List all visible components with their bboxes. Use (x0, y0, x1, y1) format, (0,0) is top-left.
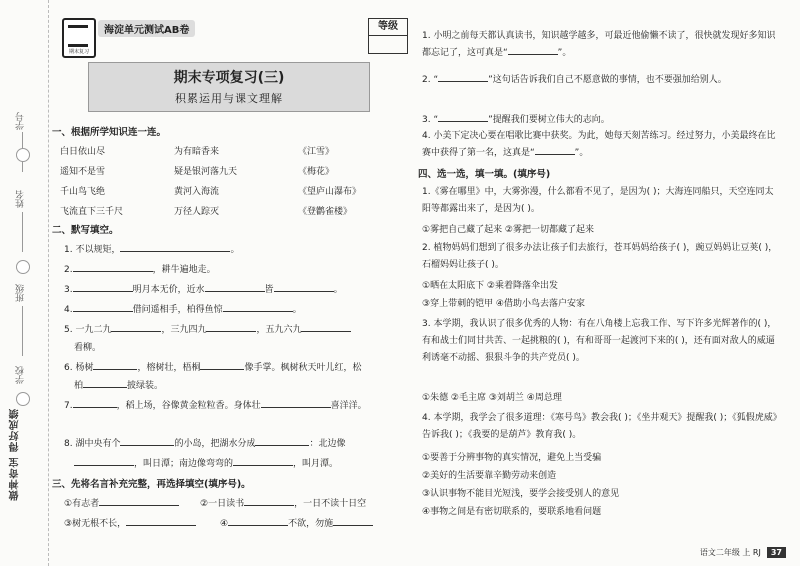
spine-line (22, 306, 23, 356)
idiom-q2-num: 2. “ (422, 75, 439, 85)
choice-q3: 3. 本学期，我认识了很多优秀的人物：有在八角楼上忘我工作、写下许多光辉著作的( )，有和战士们同甘共苦、一起挑粮的( )，有和哥哥一起渡河下来的( )，还有面对敌人的威逼利诱毫不动摇、狠狠斗争的共产党员( )。 (422, 319, 777, 363)
quote-2 (200, 496, 366, 509)
q4-blank-2[interactable] (223, 302, 293, 312)
match-left-2[interactable]: 遥知不是雪 (60, 167, 106, 177)
q4-text: 借问遥相手，柏得鱼惊 (132, 305, 223, 315)
quote-3-text: ③树无根不长， (64, 519, 127, 529)
q8-blank-4[interactable] (233, 456, 293, 466)
fill-q5 (64, 322, 351, 335)
choice-q4: 4. 本学期，我学会了很多道理：《寒号鸟》教会我( )；《坐井观天》提醒我( )；《狐假虎威》告诉我( )；《我要的是葫芦》教育我( )。 (422, 413, 778, 440)
q5-text-2: ，三九四九 (161, 325, 207, 335)
q8-blank-1[interactable] (120, 436, 174, 446)
page-footer (700, 547, 786, 558)
choice-q2-options-2[interactable]: ③穿上带刺的铠甲 ④借助小鸟去落户安家 (422, 299, 585, 309)
fill-q6 (64, 360, 361, 373)
match-mid-3[interactable]: 黄河入海流 (174, 187, 220, 197)
quote-1-blank[interactable] (99, 496, 179, 506)
q3-blank-1[interactable] (73, 282, 133, 292)
q5-blank-3[interactable] (301, 322, 351, 332)
footer-label: 语文二年级 上 RJ (699, 548, 761, 557)
spine-hole (16, 260, 30, 274)
choice-q3-options[interactable]: ①朱德 ②毛主席 ③刘胡兰 ④周总理 (422, 393, 562, 403)
q6-blank-3[interactable] (83, 378, 127, 388)
q6-blank-1[interactable] (93, 360, 137, 370)
brand-title: 海淀单元测试AB卷 (98, 20, 195, 37)
q3-blank-2[interactable] (205, 282, 265, 292)
fill-q7 (64, 398, 367, 411)
spine-line (22, 212, 23, 252)
section-2-heading: 二、默写填空。 (52, 225, 119, 236)
q6-text-3: 像手掌。枫树秋天叶儿红，松 (244, 363, 362, 373)
section-1-heading: 一、根据所学知识连一连。 (52, 127, 167, 138)
logo-icon (68, 25, 88, 47)
choice-q4-option-2[interactable]: ②美好的生活要靠辛勤劳动来创造 (422, 471, 557, 481)
binding-spine (0, 0, 49, 566)
q8-blank-3[interactable] (74, 456, 134, 466)
q4-blank-1[interactable] (73, 302, 133, 312)
quote-4-num: ④ (220, 519, 229, 529)
q6-continuation (74, 378, 163, 391)
match-left-4[interactable]: 飞流直下三千尺 (60, 207, 124, 217)
page-title: 期末专项复习(三) (173, 70, 285, 86)
q6-end: 披绿装。 (127, 381, 164, 391)
idiom-q3-text: ”提醒我们要树立伟大的志向。 (488, 115, 610, 125)
match-mid-2[interactable]: 疑是银河落九天 (174, 167, 238, 177)
q8-continuation (74, 456, 338, 469)
q5-blank-1[interactable] (111, 322, 161, 332)
choice-q1: 1.《雾在哪里》中，大雾弥漫，什么都看不见了，是因为( )；大海连同船只，天空连同太阳等都露出来了，是因为( )。 (422, 187, 774, 214)
idiom-q3-num: 3. “ (422, 115, 439, 125)
section-3-heading: 三、先将名言补充完整，再选择填空(填序号)。 (52, 479, 251, 490)
right-column (418, 0, 790, 566)
choice-q2-options-1[interactable]: ①晒在太阳底下 ②乘着降落伞出发 (422, 281, 558, 291)
q1-blank[interactable] (120, 242, 230, 252)
q3-end: 。 (333, 285, 343, 295)
choice-q1-options[interactable]: ①雾把自己藏了起来 ②雾把一切都藏了起来 (422, 225, 594, 235)
match-right-3[interactable]: 《望庐山瀑布》 (298, 187, 362, 197)
spine-hole (16, 148, 30, 162)
q7-blank-1[interactable] (73, 398, 117, 408)
q6-blank-2[interactable] (200, 360, 244, 370)
section-4-heading: 四、选一选，填一填。(填序号) (418, 169, 551, 180)
idiom-q2 (422, 72, 778, 89)
logo-subtext: 期末复习 (68, 49, 89, 55)
fill-q2 (64, 262, 216, 275)
q5-continuation: 看柳。 (74, 343, 102, 353)
name-label: 姓名 (16, 190, 26, 208)
match-left-3[interactable]: 千山鸟飞绝 (60, 187, 106, 197)
fill-q4 (64, 302, 302, 315)
q7-end: 喜洋洋。 (330, 401, 367, 411)
q7-text: ，稻上场，谷像黄金粒粒香。身体壮 (116, 401, 261, 411)
grade-box (368, 18, 408, 54)
q3-num: 3. (64, 285, 73, 295)
idiom-q4-end: ”。 (574, 148, 589, 158)
spine-hole (16, 392, 30, 406)
match-right-2[interactable]: 《梅花》 (298, 167, 335, 177)
quote-3-blank[interactable] (126, 516, 196, 526)
q6-text-2: ，榕树壮，梧桐 (137, 363, 201, 373)
idiom-q3 (422, 112, 610, 125)
quote-2-end: ，一日不读十日空 (294, 499, 367, 509)
idiom-q4-text: 4. 小美下定决心要在唱歌比赛中获奖。为此，她每天刻苦练习。经过努力，小美最终在比赛中获得了第一名，这真是“ (422, 131, 776, 158)
q4-end: 。 (292, 305, 302, 315)
q8-text-3: ：北边像 (309, 439, 346, 449)
q3-text-2: 皆 (264, 285, 274, 295)
match-mid-4[interactable]: 万径人踪灭 (174, 207, 220, 217)
quote-4-blank[interactable] (228, 516, 288, 526)
quote-4-text: 不欲，勿施 (288, 519, 334, 529)
quote-1-text: ①有志者 (64, 499, 100, 509)
brand-logo (62, 18, 96, 58)
quote-4-blank-2[interactable] (333, 516, 373, 526)
choice-q4-option-3[interactable]: ③认识事物不能目光短浅，要学会接受别人的意见 (422, 489, 620, 499)
match-left-1[interactable]: 白日依山尽 (60, 147, 106, 157)
q8-end: ，叫月潭。 (293, 459, 339, 469)
page-header (62, 18, 410, 118)
match-mid-1[interactable]: 为有暗香来 (174, 147, 220, 157)
q5-text: 5. 一九二九 (64, 325, 112, 335)
q8-text-4: ，叫日潭；南边像弯弯的 (134, 459, 234, 469)
q4-num: 4. (64, 305, 73, 315)
q6-text-4: 柏 (74, 381, 84, 391)
q1-text: 1. 不以规矩， (64, 245, 121, 255)
quote-2-text: ②一日读书 (200, 499, 245, 509)
q5-blank-2[interactable] (206, 322, 256, 332)
q8-text: 8. 湖中央有个 (64, 439, 121, 449)
q8-text-2: 的小岛，把湖水分成 (174, 439, 256, 449)
quote-3 (64, 516, 196, 529)
idiom-q4 (422, 128, 778, 162)
grade-label: 等级 (369, 19, 407, 36)
idiom-q4-blank[interactable] (535, 145, 575, 155)
q7-blank-2[interactable] (261, 398, 331, 408)
q7-num: 7. (64, 401, 73, 411)
idiom-q1-blank[interactable] (508, 45, 558, 55)
school-label: 学校 (16, 366, 26, 384)
idiom-q1-text: 1. 小明之前每天都认真读书，知识越学越多，可最近他偷懒不读了，很快就发现好多知识都忘记了，这可真是“ (422, 31, 776, 58)
student-id-label: 学号 (16, 112, 26, 130)
q3-text: 明月本无价，近水 (132, 285, 205, 295)
class-label: 班级 (16, 284, 26, 302)
idiom-q1-end: ”。 (557, 48, 572, 58)
fill-q3 (64, 282, 343, 295)
idiom-q1 (422, 28, 778, 62)
idiom-q2-text: ”这句话告诉我们自己不愿意做的事情，也不要强加给别人。 (488, 75, 727, 85)
idiom-q3-blank[interactable] (438, 112, 488, 122)
fill-q8 (64, 436, 345, 449)
choice-q2: 2. 植物妈妈们想到了很多办法让孩子们去旅行，苍耳妈妈给孩子( )，豌豆妈妈让豆荚( )，石榴妈妈让孩子( )。 (422, 243, 778, 270)
spine-motto: 做神奇宝 得好成绩 (10, 408, 21, 501)
q2-num: 2. (64, 265, 73, 275)
choice-q4-option-4[interactable]: ④事物之间是有密切联系的，要联系地看问题 (422, 507, 602, 517)
q5-text-3: ，五九六九 (256, 325, 302, 335)
q8-blank-2[interactable] (255, 436, 309, 446)
fill-q1 (64, 242, 239, 255)
title-box (88, 62, 370, 112)
quote-2-blank[interactable] (244, 496, 294, 506)
q6-text: 6. 杨树 (64, 363, 94, 373)
idiom-q2-blank[interactable] (438, 72, 488, 82)
left-column (50, 0, 405, 566)
q1-end: 。 (230, 245, 240, 255)
quote-1 (64, 496, 179, 509)
quote-4 (220, 516, 373, 529)
q2-end: ，耕牛遍地走。 (152, 265, 216, 275)
match-right-4[interactable]: 《登鹳雀楼》 (298, 207, 353, 217)
q3-blank-3[interactable] (274, 282, 334, 292)
page-number: 37 (767, 547, 786, 558)
page-subtitle: 积累运用与课文理解 (175, 92, 283, 105)
match-right-1[interactable]: 《江雪》 (298, 147, 335, 157)
q2-blank[interactable] (73, 262, 153, 272)
choice-q4-option-1[interactable]: ①要善于分辨事物的真实情况，避免上当受骗 (422, 453, 602, 463)
